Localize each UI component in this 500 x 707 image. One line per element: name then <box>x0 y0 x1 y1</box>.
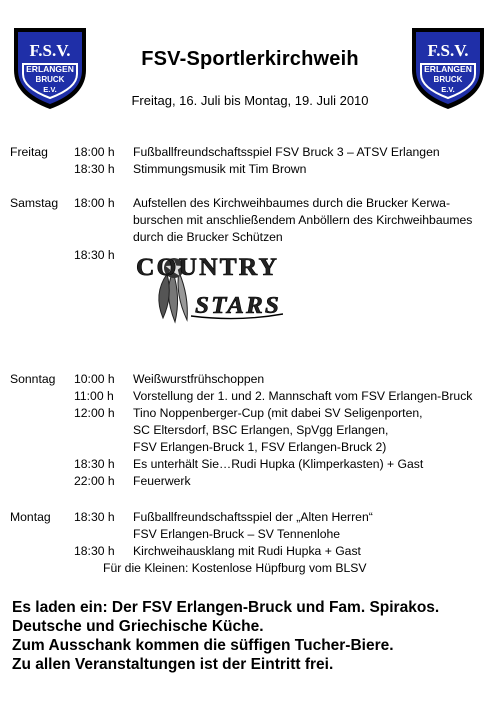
event-time: 18:30 h <box>74 457 115 471</box>
footer-line: Deutsche und Griechische Küche. <box>12 618 264 635</box>
crest-text-fsv: F.S.V. <box>29 41 71 60</box>
footer-line: Zum Ausschank kommen die süffigen Tucher-Biere. <box>12 637 394 654</box>
footer-line: Es laden ein: Der FSV Erlangen-Bruck und Fam. Spirakos. <box>12 599 440 616</box>
country-stars-logo <box>133 252 283 328</box>
event-description: Feuerwerk <box>133 474 191 488</box>
event-description: Fußballfreundschaftsspiel der „Alten Herren“ <box>133 510 373 524</box>
event-description: Aufstellen des Kirchweihbaumes durch die Brucker Kerwa- <box>133 196 451 210</box>
event-time: 22:00 h <box>74 474 115 488</box>
event-description: Vorstellung der 1. und 2. Mannschaft vom FSV Erlangen-Bruck <box>133 389 473 403</box>
event-time: 10:00 h <box>74 372 115 386</box>
event-description: durch die Brucker Schützen <box>133 230 283 244</box>
kids-note: Für die Kleinen: Kostenlose Hüpfburg vom BLSV <box>103 561 367 575</box>
event-description: Kirchweihausklang mit Rudi Hupka + Gast <box>133 544 361 558</box>
event-description: SC Eltersdorf, BSC Erlangen, SpVgg Erlangen, <box>133 423 389 437</box>
event-dates: Freitag, 16. Juli bis Montag, 19. Juli 2010 <box>131 93 369 108</box>
event-description: burschen mit anschließendem Anböllern des Kirchweihbaumes <box>133 213 473 227</box>
event-time: 18:00 h <box>74 145 115 159</box>
event-description: Stimmungsmusik mit Tim Brown <box>133 162 307 176</box>
footer-line: Zu allen Veranstaltungen ist der Eintritt frei. <box>12 656 334 673</box>
event-description: Weißwurstfrühschoppen <box>133 372 265 386</box>
page-title: FSV-Sportlerkirchweih <box>141 48 359 70</box>
band-name-word2: STARS <box>195 293 281 319</box>
crest-text-city: ERLANGEN <box>424 64 472 74</box>
event-description: Fußballfreundschaftsspiel FSV Bruck 3 – ATSV Erlangen <box>133 145 440 159</box>
event-time: 18:30 h <box>74 162 115 176</box>
event-description: FSV Erlangen-Bruck – SV Tennenlohe <box>133 527 341 541</box>
day-label-sonntag: Sonntag <box>10 372 56 386</box>
event-time: 18:30 h <box>74 544 115 558</box>
band-name-word1: COUNTRY <box>136 254 279 281</box>
crest-text-ev: E.V. <box>441 85 455 94</box>
event-description: FSV Erlangen-Bruck 1, FSV Erlangen-Bruck 2) <box>133 440 387 454</box>
event-description: Es unterhält Sie…Rudi Hupka (Klimperkasten) + Gast <box>133 457 424 471</box>
event-time: 18:30 h <box>74 248 115 262</box>
event-time: 11:00 h <box>74 389 114 403</box>
event-time: 12:00 h <box>74 406 115 420</box>
crest-text-ev: E.V. <box>43 85 57 94</box>
event-time: 18:30 h <box>74 510 115 524</box>
crest-text-district: BRUCK <box>433 75 463 84</box>
crest-text-district: BRUCK <box>35 75 65 84</box>
event-time: 18:00 h <box>74 196 115 210</box>
day-label-montag: Montag <box>10 510 51 524</box>
crest-text-fsv: F.S.V. <box>427 41 469 60</box>
crest-text-city: ERLANGEN <box>26 64 74 74</box>
day-label-samstag: Samstag <box>10 196 59 210</box>
day-label-freitag: Freitag <box>10 145 48 159</box>
event-description: Tino Noppenberger-Cup (mit dabei SV Seligenporten, <box>133 406 423 420</box>
